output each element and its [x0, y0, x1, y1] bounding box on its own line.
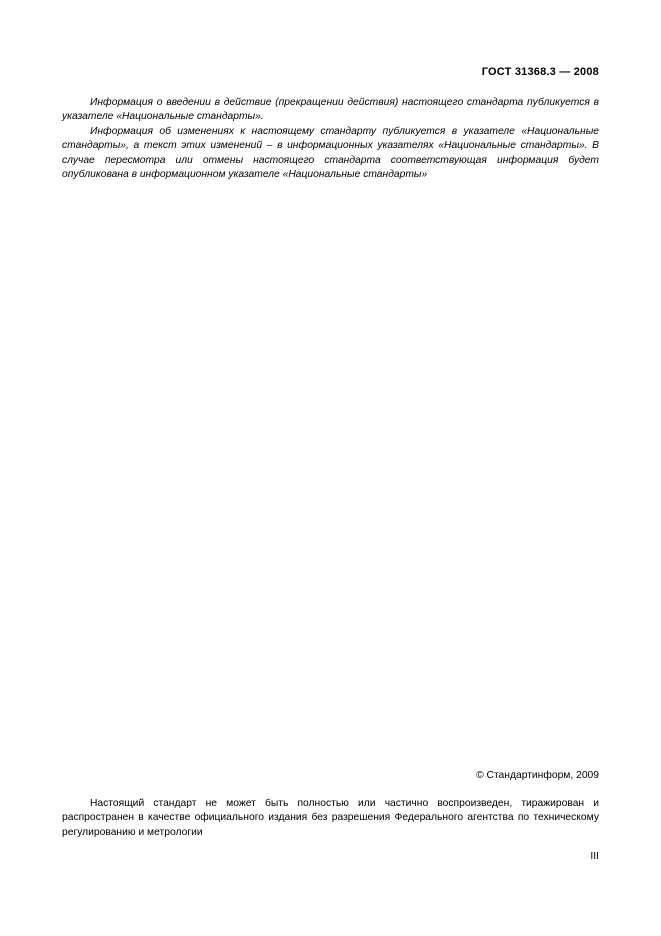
document-code: ГОСТ 31368.3 — 2008 [481, 66, 599, 78]
reproduction-notice: Настоящий стандарт не может быть полностью или частично воспроизведен, тиражирован и распространен в качестве официального издания без разрешения Федерального агентства по техническому регулированию и метрологии [62, 798, 599, 838]
info-paragraph-changes: Информация об изменениях к настоящему стандарту публикуется в указателе «Национальные стандарты», а текст этих изменений – в информационных указателях «Национальные стандарты». В случае пересмотра или отмены настоящего стандарта соответствующая информация будет опубликована в информационном указателе «Национальные стандарты» [62, 125, 599, 181]
publication-info [62, 96, 599, 182]
page-number: III [590, 851, 599, 862]
info-paragraph-introduction: Информация о введении в действие (прекращении действия) настоящего стандарта публикуется в указателе «Национальные стандарты». [62, 97, 599, 123]
copyright-line: © Стандартинформ, 2009 [476, 770, 599, 781]
